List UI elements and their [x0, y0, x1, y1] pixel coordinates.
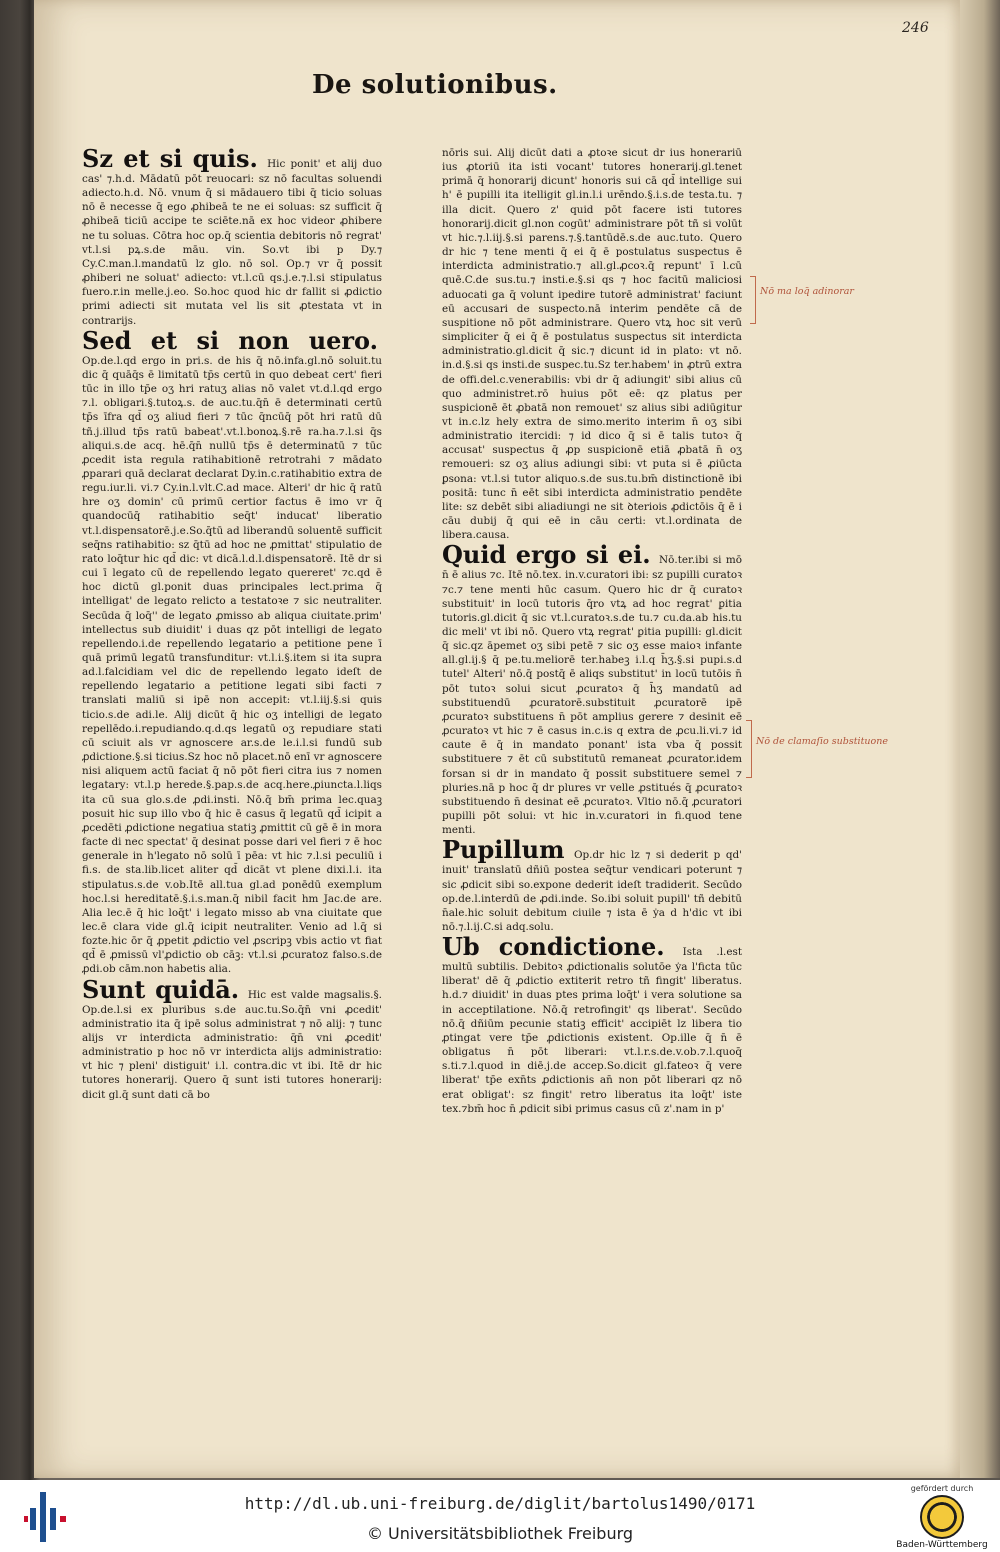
paragraph: [442, 542, 742, 837]
paragraph-text: Nō.ter.ibi si mō n̄ ē alius ⁊c. Itē nō.tex. in.v.curatori ibi: sz pupilli curatoꝛ ⁊c.⁊ tene menti hūc casum. Quero hic dr q̄ curatoꝛ substituit' in locū tutoris q̄ro vtꝝ ad hoc regrat' ꝑitia tutoris.gl.dicit q̄ sic vt.l.curatoꝛ.s.de tu.⁊ cu.da.ab his.tu dic meli' vt ibi nō. Quero vtꝝ regrat' ꝑitia pupilli: gl.dicit q̄ sic.qz āpemet oʒ sibi petē ⁊ sic oʒ esse maioꝛ infante all.gl.ij.§ q̄ pe.tu.meliorē ter.habeꝫ i.l.q h̄ʒ.§.si pupi.s.d tutel' Alteri' nō.q̄ postq̄ ē aliqs substitut' in locū tutōis n̄ pōt tutoꝛ solui sicut ꝓcuratoꝛ q̄ h̄ʒ mandatū ad substituendū ꝓcuratorē.substituit ꝓcuratorē ipē ꝓcuratoꝛ substituens n̄ pōt amplius gerere ⁊ desinit eē ꝓcuratoꝛ vt hic ⁊ ē casus in.c.is q extra de ꝓcu.li.vi.⁊ id caute ē q̄ in mandato ponant' ista vba q̄ possit substituere ⁊ ēt cū substitutū remaneat ꝓcurator.idem forsan si dr in mandato q̄ possit substituere semel ⁊ pluries.nā p hoc q̄ dr plures vr velle ꝓstitués q̄ ꝓcuratoꝛ substituendo n̄ desinat eē ꝓcuratoꝛ. Vltio nō.q̄ ꝓcuratori pupilli pōt solui: vt hic in.v.curatori in fi.quod tene menti.: [442, 554, 742, 837]
paragraph: [82, 146, 382, 328]
paragraph: [82, 974, 382, 1102]
document-url-link[interactable]: http://dl.ub.uni-freiburg.de/diglit/bartolus1490/0171: [244, 1494, 756, 1513]
paragraph-initial: Sunt quidā.: [82, 974, 240, 1004]
text-column-right: [442, 146, 742, 1116]
paragraph-initial: Quid ergo si ei.: [442, 540, 651, 570]
sponsor-label: gefördert durch: [910, 1484, 974, 1493]
copyright-notice: © Universitätsbibliothek Freiburg: [366, 1524, 634, 1543]
paragraph-text: Op.de.l.qd ergo in pri.s. de his q̄ nō.infa.gl.nō soluit.tu dic q̄ quāq̄s ē limitatū tp̄s certū in quo debeat cert' fieri tūc in illo tp̄e oʒ hri ratuʒ alias nō valet vt.d.l.qd ergo ⁊.l. obligari.§.tutoꝝ.s. de auc.tu.q̄n̄ ē determinati certū tp̄s īfra qd̄ oʒ aliud fieri ⁊ tūc q̄ncūq̄ pōt hri ratū dū tñ.j.illud tp̄s ratū babeat'.vt.l.bonoꝝ.§.rē ra.ha.⁊.l.si q̄s aliqui.s.de acq. hē.q̄n̄ nullū tp̄s ē determinatū ⁊ tūc ꝓcedit ista regula ratihabitionē retrotrahi ⁊ mādato ꝓparari quā declarat declarat Dy.in.c.ratihabitio extra de regu.iur.li. vi.⁊ Cy.in.l.vlt.C.ad mace. Alteri' dr hic q̄ ratū hre oʒ domin' cū primū certior factus ē imo vr q̄ quandocūq̄ ratihabitio seq̄t' inducat' liberatio vt.l.dispensatorē.j.e.So.q̄tū ad liberandū soluentē sufficit seq̄ns ratihabitio: sz q̄tū ad hoc ne ꝓmittat' stipulatio de rato loq̄tur hic qd̄ dic: vt dicā.l.d.l.dispensatorē. Itē dr si cui ī legato cū de repellendo legato quereret' ⁊c.qd ē hoc dictū gl.ponit duas principales lect.prima q̄ intelligat' de legato relicto a testatoꝛe ⁊ sic neutraliter. Secūda q̄ loq̄'' de legato ꝓmisso ab aliqua ciuitate.prim' intellectus sub diuidit' i duas qz pōt intelligi de legato repellendo.i.de repellendo legatario a petitione pene ī quā primū legatū transfunditur: vt.l.i.§.item si ita supra ad.l.falcidiam vel dic de repellendo legato ideſt de repellendo legatario a petitione legati sibi facti ⁊ translati maliū si ipē non accepit: vt.l.iij.§.si quis ticio.s.de adi.le. Alij dicūt q̄ hic oʒ intelligi de legato repellēdo.i.repudiando.q.d.qs legatū oʒ repudiare stati cū sciuit als vr agnoscere ar.s.de le.i.l.si fundū sub ꝓdictione.§.si ticius.Sz hoc nō placet.nō enī vr agnoscere nisi aliquem actū faciat q̄ nō pōt fieri citra ius ⁊ nomen legatary: vt.l.p herede.§.pap.s.de acq.here.ꝓiuncta.l.liqs ita cū sua glo.s.de ꝓdi.insti. Nō.q̄ bm̄ prima lec.quaꝫ posuit hic sup illo vbo q̄ hic ē casus q̄ legatū qd̄ icipit a ꝓcedēti ꝓdictione negatiua statiꝫ ꝓmittit cū gē ē in mora facte di nec spectat' q̄ desinat posse dari vel fieri ⁊ ē hoc generale in h'legato nō solū ī pēa: vt hic ⁊.l.si peculiū i fi.s. de sta.lib.licet aliter qd̄ dicāt vt plene dixi.l.i. ita stipulatus.s.de v.ob.Itē all.tua gl.ad ponēdū exemplum hoc.l.si hereditatē.§.i.s.man.q̄ nibil facit hm Jac.de are. Alia lec.ē q̄ hic loq̄t' i legato misso ab vna ciuitate que lec.ē clara vide gl.q̄ icipit neutraliter. Venio ad l.q̄ si fozte.hic ōr q̄ ꝓpetit ꝓdictio vel ꝓscripꝫ vbis actio vt fiat qd̄ ē ꝓmissū vl'ꝓdictio ob cāꝫ: vt.l.si ꝓcuratoz falso.s.de ꝓdi.ob cām.non habetis alia.: [82, 354, 383, 976]
viewer-footer: [0, 1480, 1000, 1552]
paragraph: [82, 325, 383, 977]
paragraph-initial: Ub condictione.: [442, 932, 665, 962]
marginal-note: Nō de clamaſio substituone: [756, 736, 888, 747]
margin-bracket: [746, 720, 752, 778]
page-edge: [960, 0, 1000, 1478]
sponsor-name: Baden-Württemberg: [896, 1540, 988, 1550]
paragraph-text: nōris sui. Alij dicūt dati a ꝓtoꝛe sicut dr ius honerariū ius ꝓtoriū ita isti vocant' tutores honerarij.gl.tenet primā q̄ honorarij dicunt' honoris sui cā qd̄ intellige sui h' ē pupilli ita itelligit gl.in.l.i urēndo.§.i.s.de testa.tu. ⁊ illa dicit. Quero z' quid pōt facere isti tutores honorarij.dicit gl.non cogūt' administrare pōt tñ si volūt vt hic.⁊.l.iij.§.si parens.⁊.§.tantūdē.s.de auc.tuto. Quero dr hic ⁊ tene menti q̄ ei q̄ ē postulatus suspectus ē interdicta administratio.⁊ all.gl.ꝓcoꝛ.q̄ repunt' ī l.cū quē.C.de sus.tu.⁊ insti.e.§.si qs ⁊ hoc facitū maliciosi aduocati ga q̄ volunt ipedire tutorē administrat' faciunt eū accusari de suspecto.nā interim pendēte cā de suspitione nō pōt administrare. Quero vtꝝ hoc sit verū simpliciter q̄ ei q̄ ē postulatus suspectus sit interdicta administratio.gl.dicit q̄ sic.⁊ dicunt id in plato: vt nō. in.d.§.si qs insti.de suspec.tu.Sz ter.habem' in ꝓtrū extra de offi.del.c.venerabilis: vbi dr q̄ adiungit' sibi alius cū quo administret.rō huius pōt eē: qz platus per suspicionē ēt ꝓbatā non remouet' sz alius sibi adiūgitur vt in.c.lz hely extra de simo.merito interim n̄ oʒ sibi administratio itercidi: ⁊ id dico q̄ si ē talis tutoꝛ q̄ accusat' suspectus q̄ ꝓp suspicionē etiā ꝓbatā n̄ oʒ remoueri: sz oʒ alius adiungi sibi: vt puta si ē ꝓiūcta ꝑsona: vt.l.si tutor aliquo.s.de sus.tu.bm̄ distinctionē ibi positā: tunc n̄ eēt sibi interdicta administratio pendēte lite: sz debēt sibi aliadiungi ne sit ꝺteriois ꝓdictōis q̄ ē i cāu dubij q̄ qui eē in cāu certi: vt.l.ordinata de libera.causa.: [442, 147, 742, 542]
paragraph-text: Op.dr hic lz ⁊ si dederit p qd' inuit' translatū dñiū postea seq̄tur vendicari poterunt ⁊ sic ꝓdicit sibi so.expone dederit ideſt tradiderit. Secūdo op.de.l.interdū de ꝓdi.inde. So.ibi soluit pupill' tñ debitū n̄ale.hic soluit debitum ciuile ⁊ ista ē ẏa d h'dic vt ibi nō.⁊.l.ij.C.si adq.solu.: [442, 849, 742, 933]
paragraph-initial: Sz et si quis.: [82, 144, 258, 173]
folio-number: 246: [902, 20, 929, 36]
paragraph: [442, 837, 742, 934]
margin-bracket: [750, 276, 756, 324]
paragraph-initial: Sed et si non uero.: [82, 325, 378, 355]
running-head: De solutionibus.: [312, 70, 558, 100]
paragraph-text: Ista .l.est multū subtilis. Debitoꝛ ꝓdictionalis solutōe ẏa l'ficta tūc liberat' dē q̄ ꝓdictio extiterit retro tñ fingit' liberatus. h.d.⁊ diuidit' in duas ptes prima loq̄t' i vera solutione sa in acceptilatione. Nō.q̄ retrofingit' qs liberat'. Secūdo nō.q̄ dñiūm pecunie statiꝫ efficit' accipiēt lz libera tio ꝓtingat vere tp̄e ꝓdictionis existent. Op.ille q̄ n̄ ē obligatus n̄ pōt liberari: vt.l.r.s.de.v.ob.⁊.l.quoq̄ s.ti.⁊.l.quod in diē.j.de accep.So.dicit gl.fateoꝛ q̄ vere liberat' tp̄e exn̄ts ꝓdictionis an̄ non pōt liberari qz nō erat obligat': sz fingit' retro liberatus ita loq̄t' iste tex.⁊bm̄ hoc n̄ ꝓdicit sibi primus casus cū z'.nam in p': [442, 946, 743, 1115]
paragraph: [442, 934, 742, 1116]
paragraph-initial: Pupillum: [442, 835, 565, 865]
paragraph-text: Hic est valde magsalis.§. Op.de.l.si ex pluribus s.de auc.tu.So.q̄n̄ vni ꝓcedit' administratio ita q̄ ipē solus administrat ⁊ nō alij: ⁊ tunc alijs vr interdicta administratio: q̄n̄ vni ꝓcedit' administratio p hoc nō vr interdicta alijs administratio: vt hic ⁊ pleni' distiguit' i.l. contra.dic vt ibi. Itē dr hic tutores honerarij. Quero q̄ sunt isti tutores honerarij: dicit gl.q̄ sunt dati cā bo: [82, 988, 382, 1101]
paragraph: [442, 146, 742, 542]
coat-of-arms-icon: [920, 1495, 964, 1539]
paragraph-text: Hic ponit' et alij duo cas' ⁊.h.d. Mādatū pōt reuocari: sz nō facultas soluendi adiecto.h.d. Nō. vnum q̄ si mādauero tibi q̄ ticio soluas nō ē necesse q̄ ego ꝓhibeā te ne ei soluas: sz sufficit q̄ ꝓhibeā ticiū accipe te sciēte.nā ex hoc videor ꝓhibere ne tu soluas. Cōtra hoc op.q̄ scientia debitoris nō regrat' vt.l.si pꝝ.s.de māu. vin. So.vt ibi p Dy.⁊ Cy.C.man.l.mandatū lz glo. nō sol. Op.⁊ vr q̄ possit ꝓhiberi ne soluat' adiecto: vt.l.cū qs.j.e.⁊.l.si stipulatus fuero.r.in melle.j.eo. So.hoc quod hic dr fallit si ꝓdictio primi adiecti sit mutata vel lis sit ꝓtestata vt in contrarijs.: [82, 158, 382, 327]
text-column-left: [82, 146, 382, 1102]
marginal-note: Nō ma loq̄ adinorar: [760, 286, 854, 297]
sponsor-badge: [892, 1484, 992, 1550]
